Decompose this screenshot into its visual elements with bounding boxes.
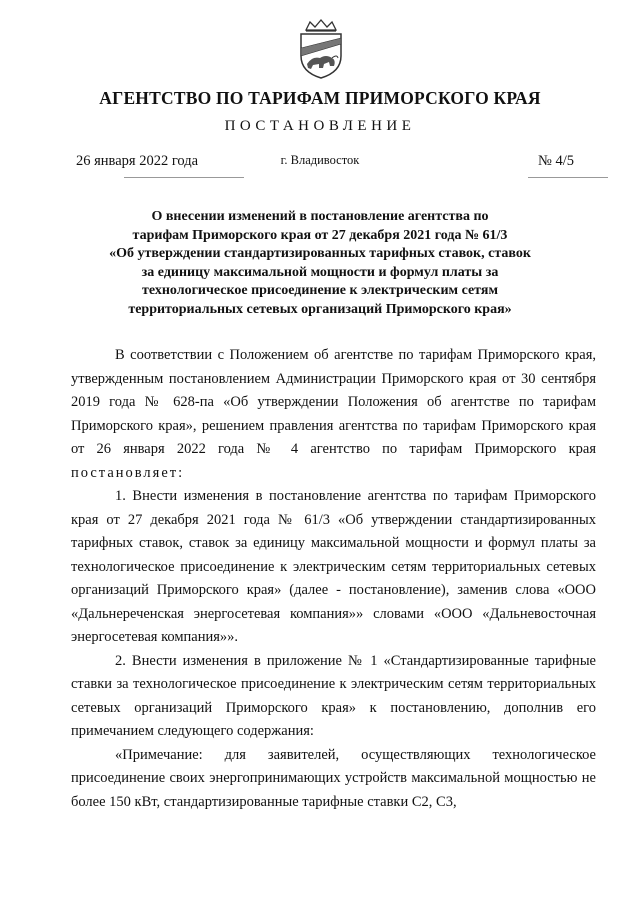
title-line: территориальных сетевых организаций Приморского края»: [128, 301, 512, 317]
title-line: О внесении изменений в постановление агентства по: [151, 209, 489, 224]
document-number: № 4/5: [538, 153, 574, 169]
note-paragraph: «Примечание: для заявителей, осуществляющих технологическое присоединение своих энергопринимающих устройств максимальной мощностью не более 150 кВт, стандартизированные тарифные ставки С2, С3,: [71, 746, 596, 810]
preamble-text: В соответствии с Положением об агентстве по тарифам Приморского края, утвержденным постановлением Администрации Приморского края от 30 сентября 2019 года № 628-па «Об утверждении Положения об агентстве по тарифам Приморского края», решением правления агентства по тарифам Приморского края от 26 января 2022 года № 4 агентство по тарифам Приморского края: [71, 347, 596, 457]
document-body: [71, 344, 596, 814]
clause-1-paragraph: 1. Внести изменения в постановление агентства по тарифам Приморского края от 27 декабря 2021 года № 61/3 «Об утверждении стандартизированных тарифных ставок, ставок за единицу максимальной мощности и формул платы за технологическое присоединение к электрическим сетям территориальных сетевых организаций Приморского края» (далее - постановление), заменив слова «ООО «Дальнереченская энергосетевая компания»» словами «ООО «Дальневосточная энергосетевая компания»».: [71, 488, 596, 645]
clause-2-paragraph: 2. Внести изменения в приложение № 1 «Стандартизированные тарифные ставки за технологическое присоединение к электрическим сетям территориальных сетевых организаций Приморского края» к постановлению, дополнив его примечанием следующего содержания:: [71, 652, 596, 739]
coat-of-arms-icon: [292, 18, 350, 80]
agency-name: АГЕНТСТВО ПО ТАРИФАМ ПРИМОРСКОГО КРАЯ: [99, 88, 541, 108]
preamble-end: :: [178, 464, 183, 481]
number-underline: [528, 177, 608, 178]
document-title: [100, 208, 540, 319]
document-city: г. Владивосток: [280, 153, 360, 167]
title-line: технологическое присоединение к электрическим сетям: [142, 283, 498, 298]
document-date: 26 января 2022 года: [76, 153, 199, 169]
document-type: ПОСТАНОВЛЕНИЕ: [224, 118, 416, 134]
title-line: за единицу максимальной мощности и формул платы за: [141, 264, 499, 280]
title-line: тарифам Приморского края от 27 декабря 2021 года № 61/3: [132, 227, 508, 243]
date-underline: [124, 177, 244, 178]
preamble-paragraph: [71, 344, 596, 485]
title-line: «Об утверждении стандартизированных тарифных ставок, ставок: [109, 246, 531, 261]
resolve-keyword: постановляет: [71, 464, 179, 481]
